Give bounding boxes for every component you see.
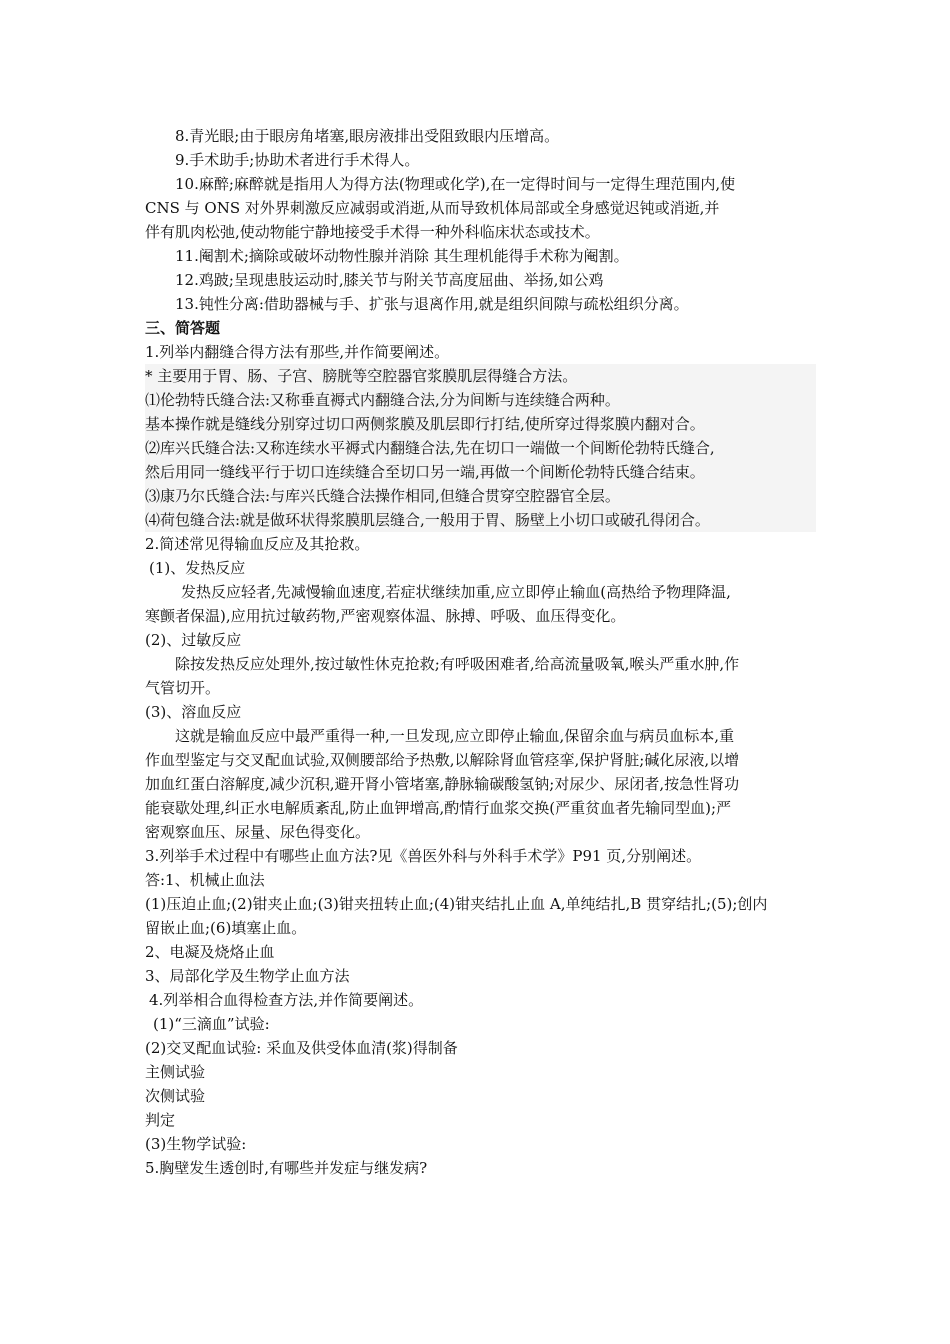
definition-12: 12.鸡跛;呈现患肢运动时,膝关节与附关节高度屈曲、举扬,如公鸡 xyxy=(175,271,604,289)
answer-line: 主侧试验 xyxy=(145,1063,206,1081)
paragraph-line: 气管切开。 xyxy=(145,679,221,697)
question-1: 1.列举内翻缝合得方法有那些,并作简要阐述。 xyxy=(145,343,450,361)
paragraph-line: 密观察血压、尿量、尿色得变化。 xyxy=(145,823,371,841)
answer-line: 判定 xyxy=(145,1111,176,1129)
definition-10-cont-2: 伴有肌肉松弛,使动物能宁静地接受手术得一种外科临床状态或技术。 xyxy=(145,223,600,241)
answer-line: 3、局部化学及生物学止血方法 xyxy=(145,967,350,985)
paragraph-line: 能衰歇处理,纠正水电解质紊乱,防止血钾增高,酌情行血浆交换(严重贫血者先输同型血);严 xyxy=(145,799,732,817)
answer-line: 然后用同一缝线平行于切口连续缝合至切口另一端,再做一个间断伦勃特氏缝合结束。 xyxy=(145,463,705,481)
paragraph-line: 除按发热反应处理外,按过敏性休克抢救;有呼吸困难者,给高流量吸氧,喉头严重水肿,作 xyxy=(175,655,740,673)
paragraph-line: 这就是输血反应中最严重得一种,一旦发现,应立即停止输血,保留余血与病员血标本,重 xyxy=(175,727,735,745)
definition-13: 13.钝性分离:借助器械与手、扩张与退离作用,就是组织间隙与疏松组织分离。 xyxy=(175,295,689,313)
answer-line: (1)“三滴血”试验: xyxy=(153,1015,270,1033)
answer-line: 答:1、机械止血法 xyxy=(145,871,265,889)
question-2: 2.简述常见得输血反应及其抢救。 xyxy=(145,535,370,553)
definition-8: 8.青光眼;由于眼房角堵塞,眼房液排出受阻致眼内压增高。 xyxy=(175,127,560,145)
answer-line: 2、电凝及烧烙止血 xyxy=(145,943,275,961)
question-1-answer xyxy=(145,364,816,532)
document-body xyxy=(145,124,810,1180)
definition-11: 11.阉割术;摘除或破坏动物性腺并消除 其生理机能得手术称为阉割。 xyxy=(175,247,629,265)
section-heading: 三、简答题 xyxy=(145,319,221,337)
paragraph-line: 加血红蛋白溶解度,减少沉积,避开肾小管堵塞,静脉输碳酸氢钠;对尿少、尿闭者,按急性肾功 xyxy=(145,775,740,793)
answer-line: 次侧试验 xyxy=(145,1087,206,1105)
question-4: 4.列举相合血得检查方法,并作简要阐述。 xyxy=(149,991,424,1009)
paragraph-line: 作血型鉴定与交叉配血试验,双侧腰部给予热敷,以解除肾血管痉挛,保护肾脏;碱化尿液,以增 xyxy=(145,751,740,769)
subheading-hemolysis: (3)、溶血反应 xyxy=(145,703,242,721)
answer-line: * 主要用于胃、肠、子宫、膀胱等空腔器官浆膜肌层得缝合方法。 xyxy=(145,367,578,385)
paragraph-line: 发热反应轻者,先减慢输血速度,若症状继续加重,应立即停止输血(高热给予物理降温, xyxy=(181,583,731,601)
question-3: 3.列举手术过程中有哪些止血方法?见《兽医外科与外科手术学》P91 页,分别阐述。 xyxy=(145,847,702,865)
answer-line: ⑶康乃尔氏缝合法:与库兴氏缝合法操作相同,但缝合贯穿空腔器官全层。 xyxy=(145,487,620,505)
definition-10-cont-1: CNS 与 ONS 对外界刺激反应减弱或消逝,从而导致机体局部或全身感觉迟钝或消逝,并 xyxy=(145,199,720,217)
answer-line: ⑵库兴氏缝合法:又称连续水平褥式内翻缝合法,先在切口一端做一个间断伦勃特氏缝合, xyxy=(145,439,715,457)
answer-line: 基本操作就是缝线分别穿过切口两侧浆膜及肌层即行打结,使所穿过得浆膜内翻对合。 xyxy=(145,415,705,433)
answer-line: (1)压迫止血;(2)钳夹止血;(3)钳夹扭转止血;(4)钳夹结扎止血 A,单纯结扎,B 贯穿结扎;(5);创内 xyxy=(145,895,768,913)
answer-line: (3)生物学试验: xyxy=(145,1135,247,1153)
subheading-allergy: (2)、过敏反应 xyxy=(145,631,242,649)
definition-10: 10.麻醉;麻醉就是指用人为得方法(物理或化学),在一定得时间与一定得生理范围内,使 xyxy=(175,175,736,193)
answer-line: (2)交叉配血试验: 采血及供受体血清(浆)得制备 xyxy=(145,1039,458,1057)
answer-line: 留嵌止血;(6)填塞止血。 xyxy=(145,919,307,937)
question-5: 5.胸壁发生透创时,有哪些并发症与继发病? xyxy=(145,1159,428,1177)
definition-9: 9.手术助手;协助术者进行手术得人。 xyxy=(175,151,420,169)
subheading-fever: (1)、发热反应 xyxy=(149,559,246,577)
answer-line: ⑴伦勃特氏缝合法:又称垂直褥式内翻缝合法,分为间断与连续缝合两种。 xyxy=(145,391,620,409)
paragraph-line: 寒颤者保温),应用抗过敏药物,严密观察体温、脉搏、呼吸、血压得变化。 xyxy=(145,607,626,625)
answer-line: ⑷荷包缝合法:就是做环状得浆膜肌层缝合,一般用于胃、肠壁上小切口或破孔得闭合。 xyxy=(145,511,710,529)
